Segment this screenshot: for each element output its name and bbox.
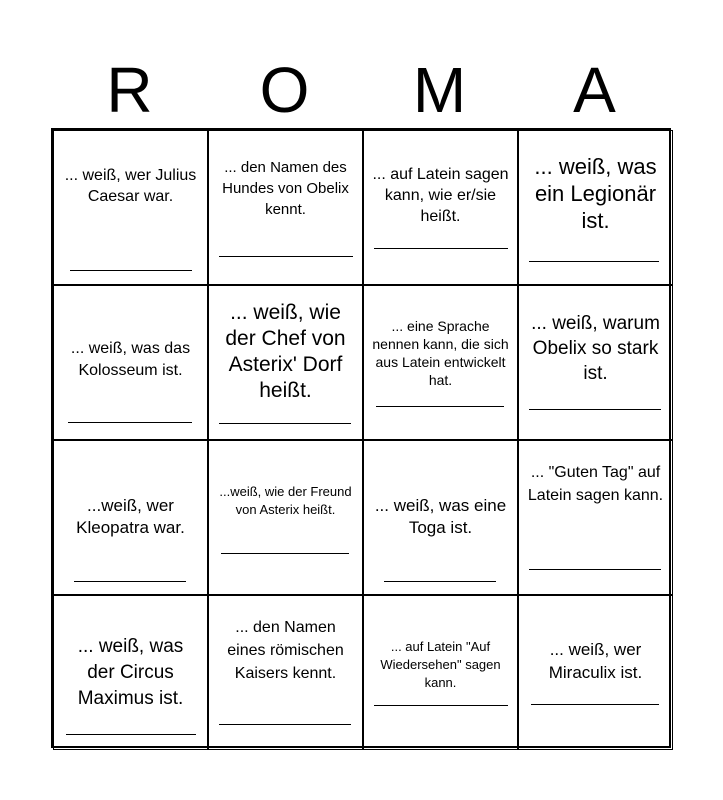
cell-text: ... auf Latein "Auf Wiedersehen" sagen kann. [380,639,501,690]
bingo-cell[interactable] [518,595,673,750]
answer-line [68,422,192,423]
bingo-cell[interactable] [363,285,518,440]
answer-line [221,553,349,554]
bingo-cell[interactable] [518,440,673,595]
answer-line [384,581,496,582]
answer-line [376,406,504,407]
header-letter-r: R [106,54,153,126]
cell-text: ...weiß, wer Kleopatra war. [76,496,185,537]
answer-line [529,261,659,262]
bingo-cell[interactable] [363,440,518,595]
answer-line [374,248,508,249]
cell-text: ... "Guten Tag" auf Latein sagen kann. [527,464,664,504]
header-letter-a: A [573,54,616,126]
answer-line [531,704,659,705]
cell-text: ... auf Latein sagen kann, wie er/sie heißt. [372,166,509,225]
header-letter-o: O [259,54,310,126]
bingo-cell[interactable] [518,130,673,285]
cell-text: ... weiß, wer Miraculix ist. [548,640,643,682]
cell-text: ... weiß, was ein Legionär ist. [534,154,657,233]
answer-line [70,270,192,271]
bingo-cell[interactable] [208,595,363,750]
cell-text: ...weiß, wie der Freund von Asterix heißt. [219,484,352,517]
cell-text: ... weiß, was das Kolosseum ist. [70,340,191,379]
cell-text: ... weiß, warum Obelix so stark ist. [531,313,660,384]
bingo-cell[interactable] [208,440,363,595]
bingo-cell[interactable] [53,595,208,750]
cell-text: ... weiß, wer Julius Caesar war. [64,167,197,205]
answer-line [374,705,508,706]
cell-text: ... weiß, was eine Toga ist. [374,496,507,537]
answer-line [66,734,196,735]
bingo-cell[interactable] [363,130,518,285]
cell-text: ... eine Sprache nennen kann, die sich aus Latein entwickelt hat. [372,318,509,388]
cell-text: ... den Namen des Hundes von Obelix kennt. [222,159,349,218]
bingo-cell[interactable] [363,595,518,750]
bingo-cell[interactable] [518,285,673,440]
header-letter-m: M [412,54,467,126]
answer-line [74,581,186,582]
answer-line [219,256,353,257]
cell-text: ... weiß, was der Circus Maximus ist. [77,636,184,709]
bingo-cell[interactable] [208,130,363,285]
bingo-cell[interactable] [53,285,208,440]
answer-line [219,423,351,424]
bingo-cell[interactable] [53,440,208,595]
cell-text: ... den Namen eines römischen Kaisers kennt. [227,619,344,682]
answer-line [529,569,661,570]
bingo-header [52,52,672,128]
cell-text: ... weiß, wie der Chef von Asterix' Dorf heißt. [225,301,346,402]
answer-line [219,724,351,725]
answer-line [529,409,661,410]
bingo-cell[interactable] [208,285,363,440]
bingo-cell[interactable] [53,130,208,285]
bingo-grid [51,128,671,748]
